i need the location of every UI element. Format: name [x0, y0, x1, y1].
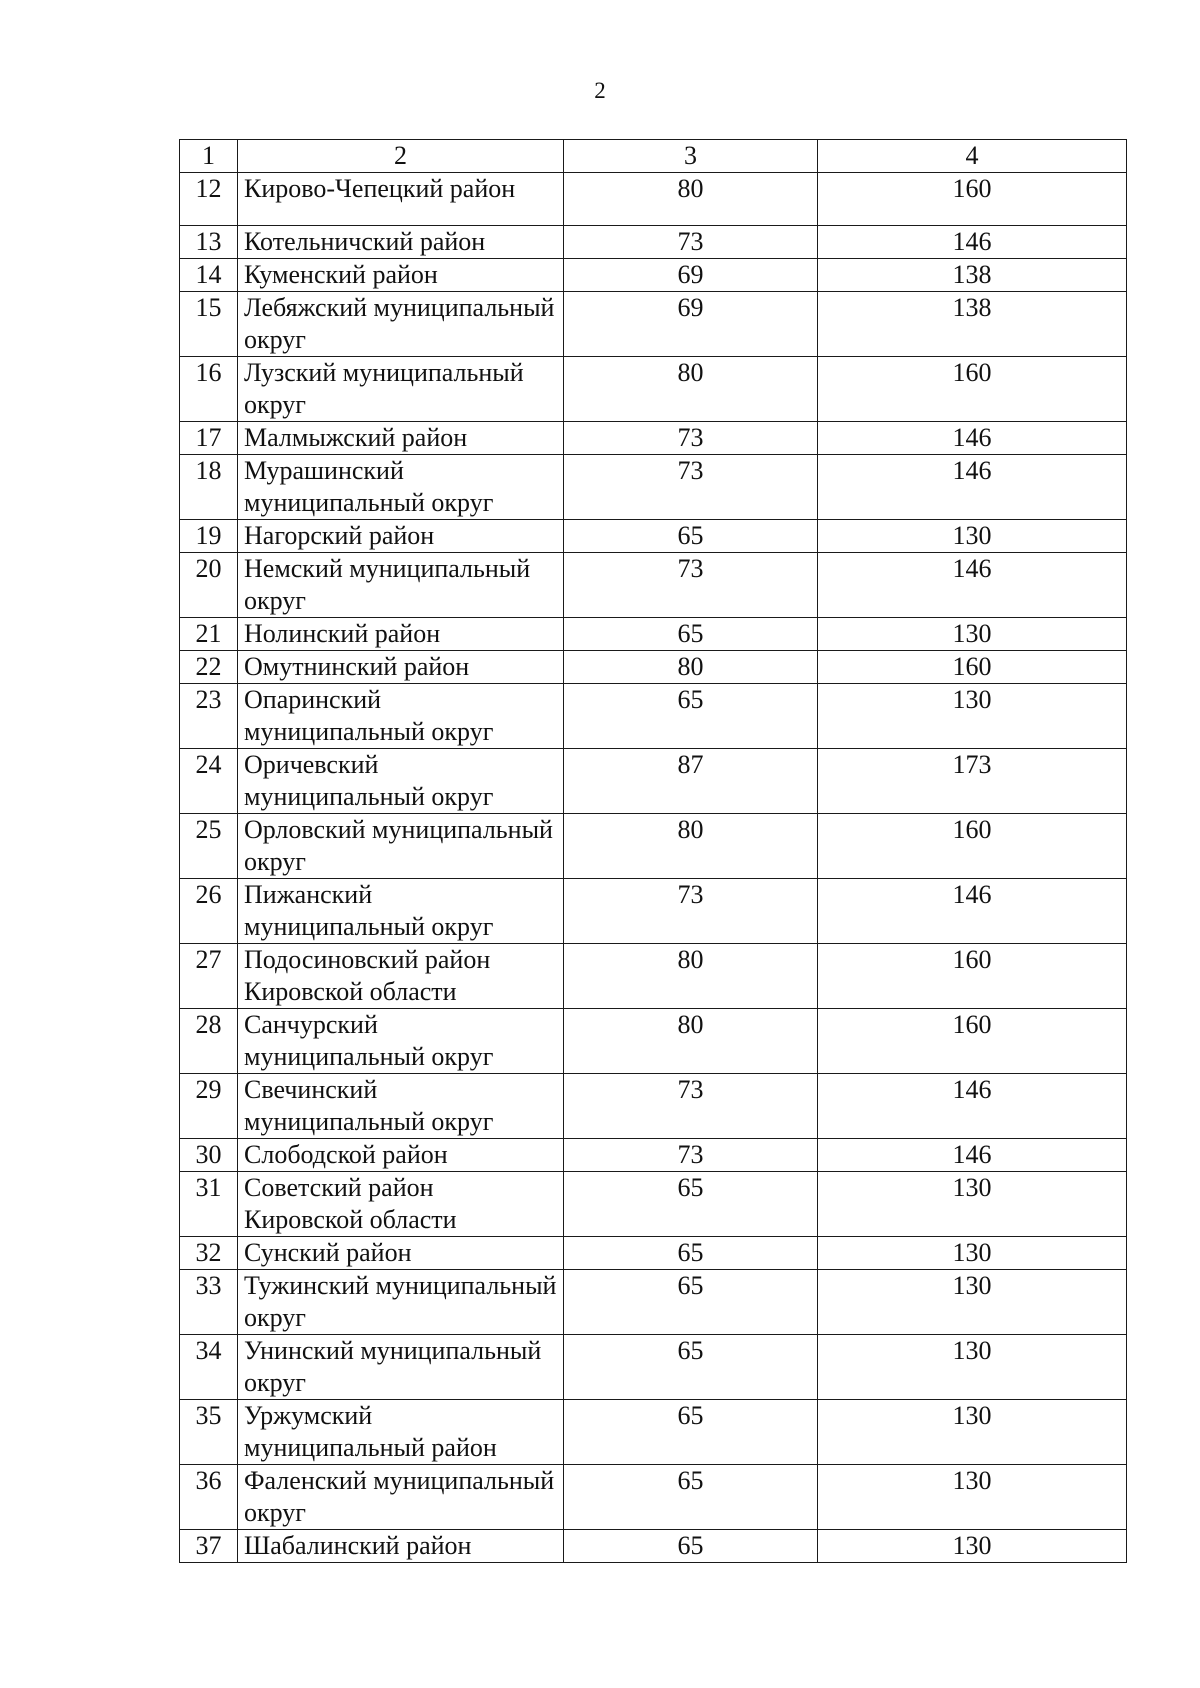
- value-col3-cell: 73: [564, 879, 818, 944]
- district-name-cell: Оричевский муниципальный округ: [238, 749, 564, 814]
- value-col3-cell: 65: [564, 1530, 818, 1563]
- value-col4-cell: 160: [818, 651, 1127, 684]
- row-number-cell: 23: [180, 684, 238, 749]
- row-number-cell: 32: [180, 1237, 238, 1270]
- table-row: [180, 1139, 1127, 1172]
- table-row: [180, 1335, 1127, 1400]
- district-name-cell: Нагорский район: [238, 520, 564, 553]
- value-col4-cell: 146: [818, 1139, 1127, 1172]
- page-number: 2: [594, 78, 606, 103]
- district-name-cell: Советский район Кировской области: [238, 1172, 564, 1237]
- table-row: [180, 422, 1127, 455]
- row-number-cell: 15: [180, 292, 238, 357]
- table-row: [180, 1237, 1127, 1270]
- row-number-cell: 34: [180, 1335, 238, 1400]
- table-row: [180, 814, 1127, 879]
- value-col4-cell: 160: [818, 173, 1127, 226]
- value-col4-cell: 138: [818, 259, 1127, 292]
- district-name-cell: Уржумский муниципальный район: [238, 1400, 564, 1465]
- value-col4-cell: 130: [818, 1172, 1127, 1237]
- value-col4-cell: 173: [818, 749, 1127, 814]
- value-col3-cell: 69: [564, 259, 818, 292]
- row-number-cell: 30: [180, 1139, 238, 1172]
- table-row: [180, 1172, 1127, 1237]
- table-row: [180, 173, 1127, 226]
- row-number-cell: 21: [180, 618, 238, 651]
- value-col3-cell: 87: [564, 749, 818, 814]
- table-row: [180, 618, 1127, 651]
- value-col3-cell: 65: [564, 1465, 818, 1530]
- value-col3-cell: 65: [564, 1172, 818, 1237]
- table-row: [180, 226, 1127, 259]
- value-col4-cell: 130: [818, 1465, 1127, 1530]
- table-row: [180, 1465, 1127, 1530]
- district-name-cell: Омутнинский район: [238, 651, 564, 684]
- value-col3-cell: 69: [564, 292, 818, 357]
- table-row: [180, 879, 1127, 944]
- district-name-cell: Пижанский муниципальный округ: [238, 879, 564, 944]
- value-col4-cell: 130: [818, 1237, 1127, 1270]
- district-name-cell: Лебяжский муниципальный округ: [238, 292, 564, 357]
- value-col4-cell: 130: [818, 1335, 1127, 1400]
- table-row: [180, 1270, 1127, 1335]
- district-name-cell: Мурашинский муниципальный округ: [238, 455, 564, 520]
- value-col3-cell: 73: [564, 455, 818, 520]
- row-number-cell: 27: [180, 944, 238, 1009]
- value-col4-cell: 130: [818, 1400, 1127, 1465]
- row-number-cell: 16: [180, 357, 238, 422]
- table-row: [180, 1074, 1127, 1139]
- value-col4-cell: 146: [818, 226, 1127, 259]
- row-number-cell: 14: [180, 259, 238, 292]
- value-col4-cell: 160: [818, 814, 1127, 879]
- value-col4-cell: 160: [818, 357, 1127, 422]
- row-number-cell: 24: [180, 749, 238, 814]
- row-number-cell: 37: [180, 1530, 238, 1563]
- value-col3-cell: 65: [564, 1270, 818, 1335]
- value-col4-cell: 160: [818, 1009, 1127, 1074]
- value-col3-cell: 73: [564, 422, 818, 455]
- table-row: [180, 651, 1127, 684]
- value-col4-cell: 138: [818, 292, 1127, 357]
- district-name-cell: Немский муниципальный округ: [238, 553, 564, 618]
- value-col3-cell: 80: [564, 173, 818, 226]
- row-number-cell: 36: [180, 1465, 238, 1530]
- district-name-cell: Котельничский район: [238, 226, 564, 259]
- value-col3-cell: 65: [564, 520, 818, 553]
- table-row: [180, 749, 1127, 814]
- value-col3-cell: 65: [564, 1237, 818, 1270]
- row-number-cell: 12: [180, 173, 238, 226]
- district-name-cell: Малмыжский район: [238, 422, 564, 455]
- row-number-cell: 26: [180, 879, 238, 944]
- district-name-cell: Шабалинский район: [238, 1530, 564, 1563]
- value-col4-cell: 146: [818, 1074, 1127, 1139]
- row-number-cell: 22: [180, 651, 238, 684]
- value-col4-cell: 146: [818, 879, 1127, 944]
- district-name-cell: Сунский район: [238, 1237, 564, 1270]
- table-row: [180, 1009, 1127, 1074]
- value-col4-cell: 146: [818, 455, 1127, 520]
- table-row: [180, 684, 1127, 749]
- value-col3-cell: 80: [564, 814, 818, 879]
- district-name-cell: Нолинский район: [238, 618, 564, 651]
- value-col3-cell: 80: [564, 651, 818, 684]
- district-name-cell: Орловский муниципальный округ: [238, 814, 564, 879]
- value-col3-cell: 73: [564, 226, 818, 259]
- row-number-cell: 33: [180, 1270, 238, 1335]
- value-col3-cell: 73: [564, 553, 818, 618]
- row-number-cell: 35: [180, 1400, 238, 1465]
- district-name-cell: Подосиновский район Кировской области: [238, 944, 564, 1009]
- value-col3-cell: 80: [564, 1009, 818, 1074]
- district-name-cell: Опаринский муниципальный округ: [238, 684, 564, 749]
- table-row: [180, 520, 1127, 553]
- value-col3-cell: 73: [564, 1074, 818, 1139]
- table-row: [180, 455, 1127, 520]
- table-header-row: [180, 140, 1127, 173]
- column-header-3: 3: [564, 140, 818, 173]
- row-number-cell: 13: [180, 226, 238, 259]
- value-col4-cell: 130: [818, 520, 1127, 553]
- table-row: [180, 259, 1127, 292]
- district-name-cell: Кирово-Чепецкий район: [238, 173, 564, 226]
- allocation-table: [179, 139, 1127, 1563]
- row-number-cell: 17: [180, 422, 238, 455]
- row-number-cell: 28: [180, 1009, 238, 1074]
- district-name-cell: Куменский район: [238, 259, 564, 292]
- row-number-cell: 31: [180, 1172, 238, 1237]
- table-row: [180, 944, 1127, 1009]
- value-col3-cell: 80: [564, 357, 818, 422]
- table-row: [180, 1400, 1127, 1465]
- column-header-4: 4: [818, 140, 1127, 173]
- district-name-cell: Унинский муниципальный округ: [238, 1335, 564, 1400]
- value-col4-cell: 146: [818, 422, 1127, 455]
- district-name-cell: Слободской район: [238, 1139, 564, 1172]
- value-col4-cell: 130: [818, 684, 1127, 749]
- value-col3-cell: 65: [564, 684, 818, 749]
- district-name-cell: Тужинский муниципальный округ: [238, 1270, 564, 1335]
- column-header-2: 2: [238, 140, 564, 173]
- row-number-cell: 19: [180, 520, 238, 553]
- row-number-cell: 25: [180, 814, 238, 879]
- table-row: [180, 292, 1127, 357]
- district-name-cell: Санчурский муниципальный округ: [238, 1009, 564, 1074]
- row-number-cell: 18: [180, 455, 238, 520]
- value-col4-cell: 160: [818, 944, 1127, 1009]
- table-row: [180, 357, 1127, 422]
- value-col4-cell: 130: [818, 1530, 1127, 1563]
- column-header-1: 1: [180, 140, 238, 173]
- row-number-cell: 20: [180, 553, 238, 618]
- district-name-cell: Лузский муниципальный округ: [238, 357, 564, 422]
- row-number-cell: 29: [180, 1074, 238, 1139]
- value-col3-cell: 80: [564, 944, 818, 1009]
- district-name-cell: Свечинский муниципальный округ: [238, 1074, 564, 1139]
- value-col4-cell: 130: [818, 1270, 1127, 1335]
- value-col3-cell: 65: [564, 1400, 818, 1465]
- value-col3-cell: 65: [564, 618, 818, 651]
- district-name-cell: Фаленский муниципальный округ: [238, 1465, 564, 1530]
- value-col4-cell: 130: [818, 618, 1127, 651]
- value-col4-cell: 146: [818, 553, 1127, 618]
- value-col3-cell: 65: [564, 1335, 818, 1400]
- value-col3-cell: 73: [564, 1139, 818, 1172]
- table-row: [180, 553, 1127, 618]
- table-row: [180, 1530, 1127, 1563]
